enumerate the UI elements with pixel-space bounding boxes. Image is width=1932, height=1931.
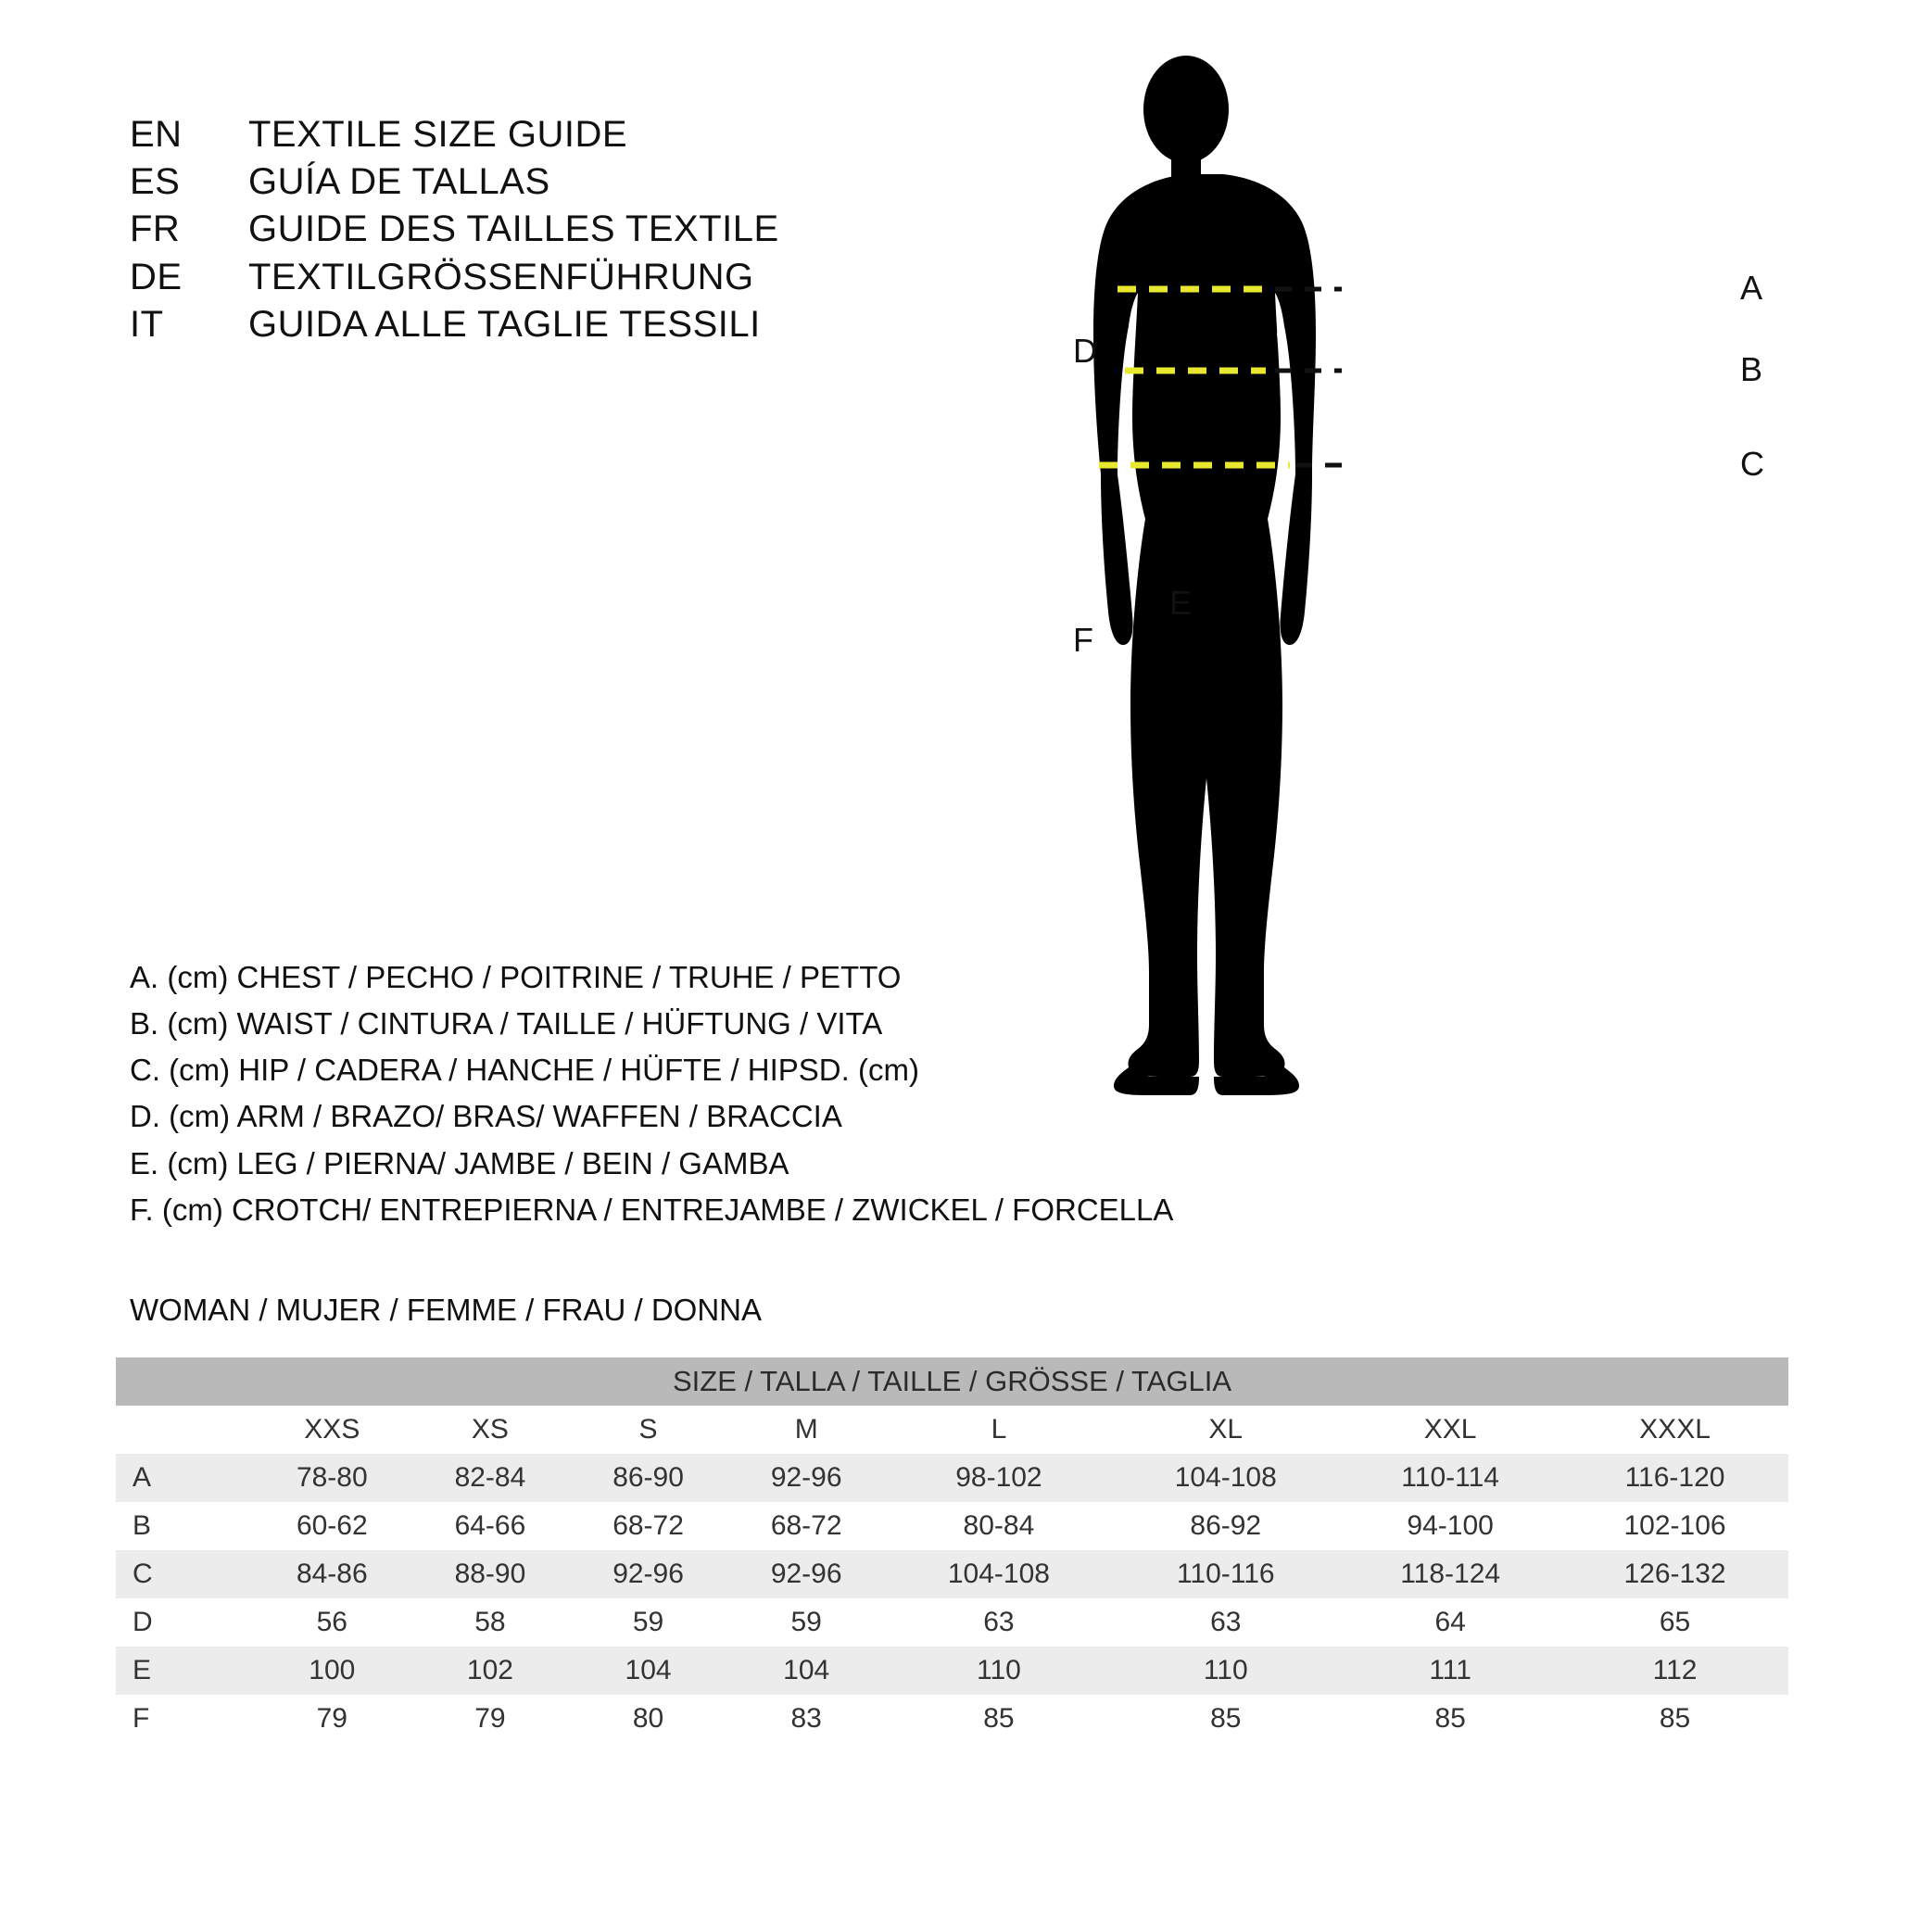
cell-e-xl: 110: [1112, 1647, 1339, 1695]
legend-line-f: F. (cm) CROTCH/ ENTREPIERNA / ENTREJAMBE / ZWICKEL / FORCELLA: [130, 1192, 1174, 1227]
size-chart-table: [116, 1357, 1788, 1743]
cell-d-m: 59: [727, 1598, 886, 1647]
cell-c-s: 92-96: [569, 1550, 727, 1598]
column-header-xxl: XXL: [1339, 1406, 1561, 1454]
cell-c-l: 104-108: [886, 1550, 1113, 1598]
column-header-s: S: [569, 1406, 727, 1454]
legend-line-a: A. (cm) CHEST / PECHO / POITRINE / TRUHE / PETTO: [130, 960, 902, 994]
cell-a-s: 86-90: [569, 1454, 727, 1502]
column-header-xxs: XXS: [253, 1406, 411, 1454]
cell-f-xxs: 79: [253, 1695, 411, 1743]
title-lang-en: EN: [130, 114, 183, 155]
cell-d-xs: 58: [411, 1598, 570, 1647]
legend-line-d: D. (cm) ARM / BRAZO/ BRAS/ WAFFEN / BRACCIA: [130, 1099, 842, 1134]
cell-b-m: 68-72: [727, 1502, 886, 1550]
title-text-it: GUIDA ALLE TAGLIE TESSILI: [248, 303, 761, 345]
marker-label-d: D: [1073, 332, 1097, 370]
cell-f-xxxl: 85: [1561, 1695, 1788, 1743]
column-header-blank: [116, 1406, 253, 1454]
table-row: [116, 1647, 1788, 1695]
cell-b-xxl: 94-100: [1339, 1502, 1561, 1550]
cell-e-l: 110: [886, 1647, 1113, 1695]
table-row: [116, 1695, 1788, 1743]
cell-b-xl: 86-92: [1112, 1502, 1339, 1550]
measurement-legend: [130, 954, 1288, 1233]
cell-e-xs: 102: [411, 1647, 570, 1695]
cell-a-xl: 104-108: [1112, 1454, 1339, 1502]
legend-line-e: E. (cm) LEG / PIERNA/ JAMBE / BEIN / GAMBA: [130, 1145, 789, 1180]
gender-label: WOMAN / MUJER / FEMME / FRAU / DONNA: [130, 1293, 762, 1327]
title-text-fr: GUIDE DES TAILLES TEXTILE: [248, 208, 779, 250]
title-block: [130, 111, 964, 348]
title-lang-es: ES: [130, 161, 181, 203]
title-lang-fr: FR: [130, 208, 181, 250]
cell-d-xxl: 64: [1339, 1598, 1561, 1647]
column-header-l: L: [886, 1406, 1113, 1454]
cell-a-m: 92-96: [727, 1454, 886, 1502]
cell-e-m: 104: [727, 1647, 886, 1695]
cell-d-xxxl: 65: [1561, 1598, 1788, 1647]
cell-b-s: 68-72: [569, 1502, 727, 1550]
table-row: [116, 1598, 1788, 1647]
cell-e-xxs: 100: [253, 1647, 411, 1695]
marker-label-e: E: [1169, 584, 1193, 622]
cell-c-xxxl: 126-132: [1561, 1550, 1788, 1598]
row-label-e: E: [116, 1647, 253, 1695]
woman-silhouette-icon: [1093, 56, 1316, 1095]
cell-c-xxl: 118-124: [1339, 1550, 1561, 1598]
title-text-es: GUÍA DE TALLAS: [248, 161, 550, 203]
cell-b-xxxl: 102-106: [1561, 1502, 1788, 1550]
cell-c-xxs: 84-86: [253, 1550, 411, 1598]
cell-a-xs: 82-84: [411, 1454, 570, 1502]
title-row-it: [130, 301, 964, 348]
table-header-title: SIZE / TALLA / TAILLE / GRÖSSE / TAGLIA: [116, 1357, 1788, 1406]
cell-e-xxxl: 112: [1561, 1647, 1788, 1695]
marker-label-f: F: [1073, 621, 1093, 659]
cell-f-xl: 85: [1112, 1695, 1339, 1743]
cell-c-xs: 88-90: [411, 1550, 570, 1598]
marker-label-c: C: [1740, 445, 1764, 483]
cell-e-xxl: 111: [1339, 1647, 1561, 1695]
cell-f-m: 83: [727, 1695, 886, 1743]
column-header-xl: XL: [1112, 1406, 1339, 1454]
table-header-band: [116, 1357, 1788, 1406]
marker-label-b: B: [1740, 350, 1763, 388]
table-row: [116, 1502, 1788, 1550]
cell-a-xxs: 78-80: [253, 1454, 411, 1502]
row-label-b: B: [116, 1502, 253, 1550]
column-header-xxxl: XXXL: [1561, 1406, 1788, 1454]
row-label-a: A: [116, 1454, 253, 1502]
cell-c-m: 92-96: [727, 1550, 886, 1598]
cell-d-l: 63: [886, 1598, 1113, 1647]
title-text-de: TEXTILGRÖSSENFÜHRUNG: [248, 256, 754, 297]
cell-f-s: 80: [569, 1695, 727, 1743]
cell-b-xxs: 60-62: [253, 1502, 411, 1550]
title-row-en: [130, 111, 964, 158]
cell-f-xxl: 85: [1339, 1695, 1561, 1743]
cell-e-s: 104: [569, 1647, 727, 1695]
title-lang-it: IT: [130, 303, 164, 345]
cell-a-xxxl: 116-120: [1561, 1454, 1788, 1502]
column-header-m: M: [727, 1406, 886, 1454]
row-label-c: C: [116, 1550, 253, 1598]
row-label-f: F: [116, 1695, 253, 1743]
legend-line-b: B. (cm) WAIST / CINTURA / TAILLE / HÜFTUNG / VITA: [130, 1006, 883, 1041]
marker-label-a: A: [1740, 269, 1763, 307]
title-text-en: TEXTILE SIZE GUIDE: [248, 114, 628, 155]
cell-b-l: 80-84: [886, 1502, 1113, 1550]
title-row-fr: [130, 206, 964, 253]
cell-d-xxs: 56: [253, 1598, 411, 1647]
cell-f-xs: 79: [411, 1695, 570, 1743]
title-row-es: [130, 158, 964, 206]
cell-c-xl: 110-116: [1112, 1550, 1339, 1598]
cell-f-l: 85: [886, 1695, 1113, 1743]
table-row: [116, 1454, 1788, 1502]
table-row: [116, 1550, 1788, 1598]
cell-a-xxl: 110-114: [1339, 1454, 1561, 1502]
legend-line-c: C. (cm) HIP / CADERA / HANCHE / HÜFTE / HIPSD. (cm): [130, 1053, 919, 1088]
title-row-de: [130, 254, 964, 301]
title-lang-de: DE: [130, 256, 183, 297]
table-column-header-row: [116, 1406, 1788, 1454]
column-header-xs: XS: [411, 1406, 570, 1454]
cell-b-xs: 64-66: [411, 1502, 570, 1550]
cell-d-xl: 63: [1112, 1598, 1339, 1647]
cell-a-l: 98-102: [886, 1454, 1113, 1502]
cell-d-s: 59: [569, 1598, 727, 1647]
row-label-d: D: [116, 1598, 253, 1647]
